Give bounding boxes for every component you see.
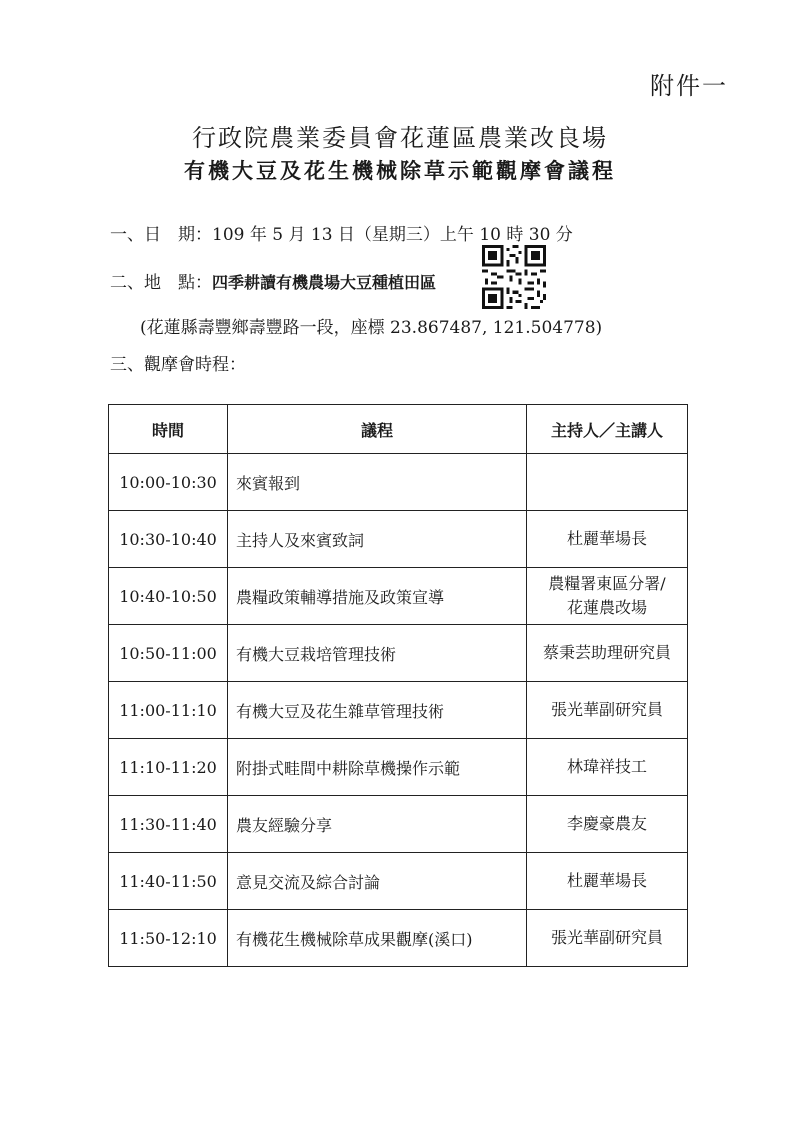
host-line: 農糧署東區分署/ <box>548 574 666 593</box>
host-line: 杜麗華場長 <box>566 871 647 890</box>
row-time: 11:10-11:20 <box>109 739 228 796</box>
host-line: 林瑋祥技工 <box>566 757 647 776</box>
date-label: 一、日 期： <box>110 225 212 245</box>
table-row <box>109 568 688 625</box>
row-host <box>527 796 688 853</box>
host-line: 杜麗華場長 <box>566 529 647 548</box>
row-agenda: 有機大豆栽培管理技術 <box>228 625 527 682</box>
host-line: 花蓮農改場 <box>566 598 647 617</box>
row-agenda: 意見交流及綜合討論 <box>228 853 527 910</box>
row-agenda: 有機大豆及花生雜草管理技術 <box>228 682 527 739</box>
row-time: 11:30-11:40 <box>109 796 228 853</box>
row-host <box>527 853 688 910</box>
table-header-row <box>109 405 688 454</box>
table-row <box>109 796 688 853</box>
host-line: 李慶豪農友 <box>566 814 647 833</box>
place-line <box>110 268 436 293</box>
host-line: 張光華副研究員 <box>550 928 663 947</box>
table-row <box>109 511 688 568</box>
table-row <box>109 682 688 739</box>
place-address: (花蓮縣壽豐鄉壽豐路一段，座標 23.867487, 121.504778) <box>140 318 603 338</box>
row-host <box>527 739 688 796</box>
row-host <box>527 682 688 739</box>
document-subtitle: 有機大豆及花生機械除草示範觀摩會議程 <box>184 159 616 183</box>
header-time: 時間 <box>109 405 228 454</box>
attachment-label: 附件一 <box>650 72 728 100</box>
row-host <box>527 511 688 568</box>
place-label: 二、地 點： <box>110 273 212 293</box>
row-time: 11:40-11:50 <box>109 853 228 910</box>
schedule-table <box>108 404 688 967</box>
row-host <box>527 568 688 625</box>
row-host <box>527 454 688 511</box>
table-row <box>109 739 688 796</box>
row-agenda: 有機花生機械除草成果觀摩(溪口) <box>228 910 527 967</box>
row-time: 10:00-10:30 <box>109 454 228 511</box>
table-row <box>109 853 688 910</box>
table-row <box>109 625 688 682</box>
row-time: 10:30-10:40 <box>109 511 228 568</box>
host-line: 蔡秉芸助理研究員 <box>542 643 671 662</box>
row-agenda: 來賓報到 <box>228 454 527 511</box>
row-time: 11:00-11:10 <box>109 682 228 739</box>
schedule-label: 三、觀摩會時程： <box>110 355 246 375</box>
row-agenda: 主持人及來賓致詞 <box>228 511 527 568</box>
row-host <box>527 910 688 967</box>
header-agenda: 議程 <box>228 405 527 454</box>
document-title: 行政院農業委員會花蓮區農業改良場 <box>192 124 608 152</box>
table-row <box>109 910 688 967</box>
place-value: 四季耕讀有機農場大豆種植田區 <box>212 273 437 292</box>
row-time: 11:50-12:10 <box>109 910 228 967</box>
header-host: 主持人／主講人 <box>527 405 688 454</box>
qr-code-icon <box>482 245 546 309</box>
date-line <box>110 220 573 245</box>
host-line: 張光華副研究員 <box>550 700 663 719</box>
date-value: 109 年 5 月 13 日（星期三）上午 10 時 30 分 <box>212 225 573 245</box>
row-time: 10:40-10:50 <box>109 568 228 625</box>
row-agenda: 農友經驗分享 <box>228 796 527 853</box>
row-agenda: 附掛式畦間中耕除草機操作示範 <box>228 739 527 796</box>
row-host <box>527 625 688 682</box>
table-row <box>109 454 688 511</box>
row-time: 10:50-11:00 <box>109 625 228 682</box>
row-agenda: 農糧政策輔導措施及政策宣導 <box>228 568 527 625</box>
